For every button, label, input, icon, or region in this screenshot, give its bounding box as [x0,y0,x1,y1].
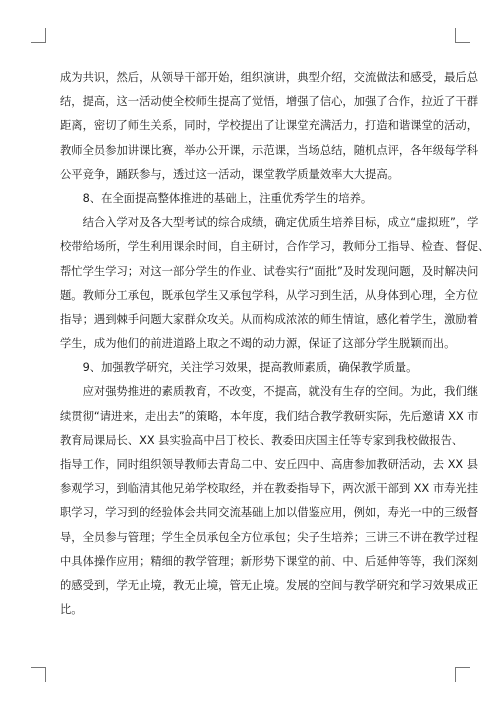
paragraph-line: 结合入学对及各大型考试的综合成绩，确定优质生培养目标，成立“虚拟班”，学 [60,216,479,230]
paragraph-line: 中具体操作应用；精细的教学管理；新形势下课堂的前、中、后延伸等等，我们深刻 [60,554,478,568]
paragraph-line: 教育局课局长、XX 县实验高中吕丁校长、教委田庆国主任等专家到我校做报告、 [60,433,464,447]
crop-mark-top-right [455,28,470,43]
paragraph-line: 指导；遇到棘手问题大家群众攻关。从而构成浓浓的师生情谊，感化着学生，激励着 [60,312,478,326]
crop-mark-top-left [31,28,46,43]
paragraph-line: 教师全员参加讲课比赛，举办公开课，示范课，当场总结，随机点评，各年级每学科 [60,143,478,157]
paragraph-line: 8、在全面提高整体推进的基础上，注重优秀学生的培养。 [60,191,373,205]
paragraph-line: 的感受到，学无止境，教无止境，管无止境。发展的空间与教学研究和学习效果成正 [60,578,478,592]
paragraph-line: 参观学习，到临清其他兄弟学校取经，并在教委指导下，两次派干部到 XX 市寿光挂 [60,482,479,496]
paragraph-line: 应对强势推进的素质教育，不改变，不提高，就没有生存的空间。为此，我们继 [60,385,478,399]
paragraph-line: 比。 [60,603,83,617]
paragraph-line: 题。教师分工承包，既承包学生又承包学科，从学习到生活，从身体到心理，全方位 [60,288,478,302]
paragraph-line: 续贯彻“请进来，走出去”的策略，本年度，我们结合教学教研实际，先后邀请 XX 市 [60,409,479,423]
paragraph-line: 校带给场所，学生利用课余时间，自主研讨，合作学习，教师分工指导、检查、督促、 [60,240,490,254]
paragraph-line: 距离，密切了师生关系，同时，学校提出了让课堂充满活力，打造和谐课堂的活动， [60,119,478,133]
paragraph-line: 成为共识，然后，从领导干部开始，组织演讲，典型介绍，交流做法和感受，最后总 [60,71,478,84]
paragraph-line: 公平竞争，踊跃参与，透过这一活动，课堂教学质量效率大大提高。 [60,167,399,181]
paragraph-line: 帮忙学生学习；对这一部分学生的作业、试卷实行“面批”及时发现问题，及时解决问 [60,264,479,278]
crop-mark-bottom-left [31,667,46,682]
paragraph-line: 指导工作，同时组织领导教师去青岛二中、安丘四中、高唐参加教研活动，去 XX 县 [60,458,479,471]
paragraph-line: 导，全员参与管理；学生全员承包全方位承包；尖子生培养；三讲三不讲在教学过程 [60,530,478,544]
paragraph-line: 学生，成为他们的前进道路上取之不竭的动力源，保证了这部分学生脱颖而出。 [60,337,456,351]
crop-mark-bottom-right [455,667,470,682]
document-body [60,66,490,622]
paragraph-line: 结，提高，这一活动使全校师生提高了觉悟，增强了信心，加强了合作，拉近了干群 [60,95,478,109]
paragraph-line: 9、加强教学研究，关注学习效果，提高教师素质，确保教学质量。 [60,361,418,375]
paragraph-line: 职学习，学习到的经验体会共同交流基础上加以借鉴应用，例如，寿光一中的三级督 [60,506,478,520]
